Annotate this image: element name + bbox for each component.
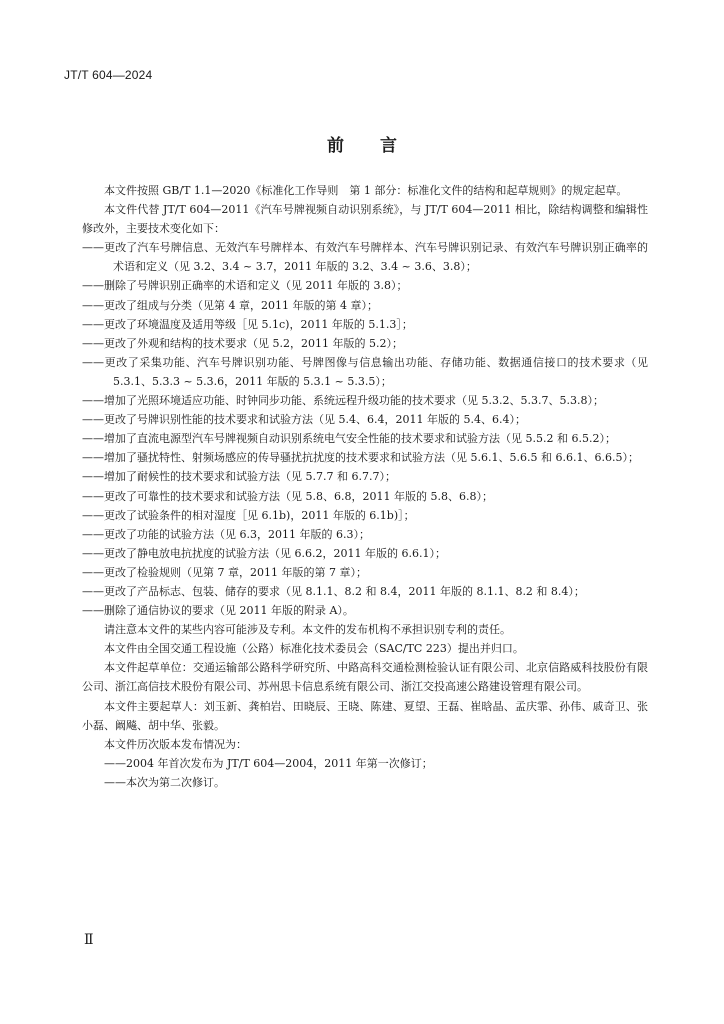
list-item: ——更改了环境温度及适用等级［见 5.1c)，2011 年版的 5.1.3］； — [82, 317, 413, 331]
document-code: JT/T 604—2024 — [64, 68, 153, 82]
patent-note: 请注意本文件的某些内容可能涉及专利。本文件的发布机构不承担识别专利的责任。 — [104, 623, 511, 637]
intro-paragraph-2: 本文件代替 JT/T 604—2011《汽车号牌视频自动识别系统》，与 JT/T 604—2011 相比，除结构调整和编辑性修改外，主要技术变化如下： — [82, 203, 648, 236]
history-item: ——本次为第二次修订。 — [104, 775, 225, 789]
list-item: ——更改了可靠性的技术要求和试验方法（见 5.8、6.8，2011 年版的 5.8、6.8）； — [82, 489, 493, 503]
list-item: ——更改了汽车号牌信息、无效汽车号牌样本、有效汽车号牌样本、汽车号牌识别记录、有效汽车号牌识别正确率的术语和定义（见 3.2、3.4 ~ 3.7，2011 年版的 3.2、3.4 ~ 3.6、3.8）； — [82, 241, 648, 274]
list-item: ——更改了外观和结构的技术要求（见 5.2，2011 年版的 5.2）； — [82, 336, 403, 350]
list-item: ——更改了功能的试验方法（见 6.3，2011 年版的 6.3）； — [82, 527, 370, 541]
proposer-statement: 本文件由全国交通工程设施（公路）标准化技术委员会（SAC/TC 223）提出并归口。 — [104, 642, 524, 656]
list-item: ——更改了号牌识别性能的技术要求和试验方法（见 5.4、6.4，2011 年版的 5.4、6.4）； — [82, 413, 526, 427]
list-item: ——删除了号牌识别正确率的术语和定义（见 2011 年版的 3.8）； — [82, 279, 408, 293]
intro-paragraph-1: 本文件按照 GB/T 1.1—2020《标准化工作导则 第 1 部分：标准化文件的结构和起草规则》的规定起草。 — [104, 184, 628, 197]
list-item: ——增加了耐候性的技术要求和试验方法（见 5.7.7 和 6.7.7）； — [82, 470, 396, 484]
list-item: ——增加了骚扰特性、射频场感应的传导骚扰抗扰度的技术要求和试验方法（见 5.6.1、5.6.5 和 6.6.1、6.6.5）； — [82, 451, 639, 465]
main-drafters: 本文件主要起草人：刘玉新、龚柏岩、田晓辰、王晓、陈建、夏望、王磊、崔晗晶、孟庆霏、孙伟、戚奇卫、张小磊、阚飚、胡中华、张毅。 — [82, 699, 648, 732]
list-item: ——更改了组成与分类（见第 4 章，2011 年版的第 4 章）； — [82, 298, 378, 312]
list-item: ——删除了通信协议的要求（见 2011 年版的附录 A）。 — [82, 604, 354, 618]
list-item: ——增加了光照环境适应功能、时钟同步功能、系统远程升级功能的技术要求（见 5.3.2、5.3.7、5.3.8）； — [82, 394, 604, 408]
history-list — [82, 754, 648, 792]
list-item: ——更改了采集功能、汽车号牌识别功能、号牌图像与信息输出功能、存储功能、数据通信接口的技术要求（见 5.3.1、5.3.3 ~ 5.3.6，2011 年版的 5.3.1 ~ 5.3.5）； — [82, 355, 648, 388]
drafting-units: 本文件起草单位：交通运输部公路科学研究所、中路高科交通检测检验认证有限公司、北京信路威科技股份有限公司、浙江高信技术股份有限公司、苏州思卡信息系统有限公司、浙江交投高速公路建设管理有限公司。 — [82, 661, 648, 694]
list-item: ——更改了静电放电抗扰度的试验方法（见 6.6.2，2011 年版的 6.6.1）； — [82, 546, 446, 560]
history-item: ——2004 年首次发布为 JT/T 604—2004，2011 年第一次修订； — [104, 756, 433, 770]
list-item: ——更改了产品标志、包装、储存的要求（见 8.1.1、8.2 和 8.4，2011 年版的 8.1.1、8.2 和 8.4）； — [82, 584, 585, 598]
list-item: ——增加了直流电源型汽车号牌视频自动识别系统电气安全性能的技术要求和试验方法（见 5.5.2 和 6.5.2）； — [82, 432, 616, 446]
page-title: 前言 — [327, 136, 433, 156]
list-item: ——更改了试验条件的相对湿度［见 6.1b)，2011 年版的 6.1b)］； — [82, 508, 415, 522]
change-list — [82, 238, 648, 620]
list-item: ——更改了检验规则（见第 7 章，2011 年版的第 7 章）； — [82, 565, 367, 579]
history-intro: 本文件历次版本发布情况为： — [104, 737, 247, 751]
page-number: Ⅱ — [84, 933, 94, 948]
foreword-body — [82, 181, 648, 792]
